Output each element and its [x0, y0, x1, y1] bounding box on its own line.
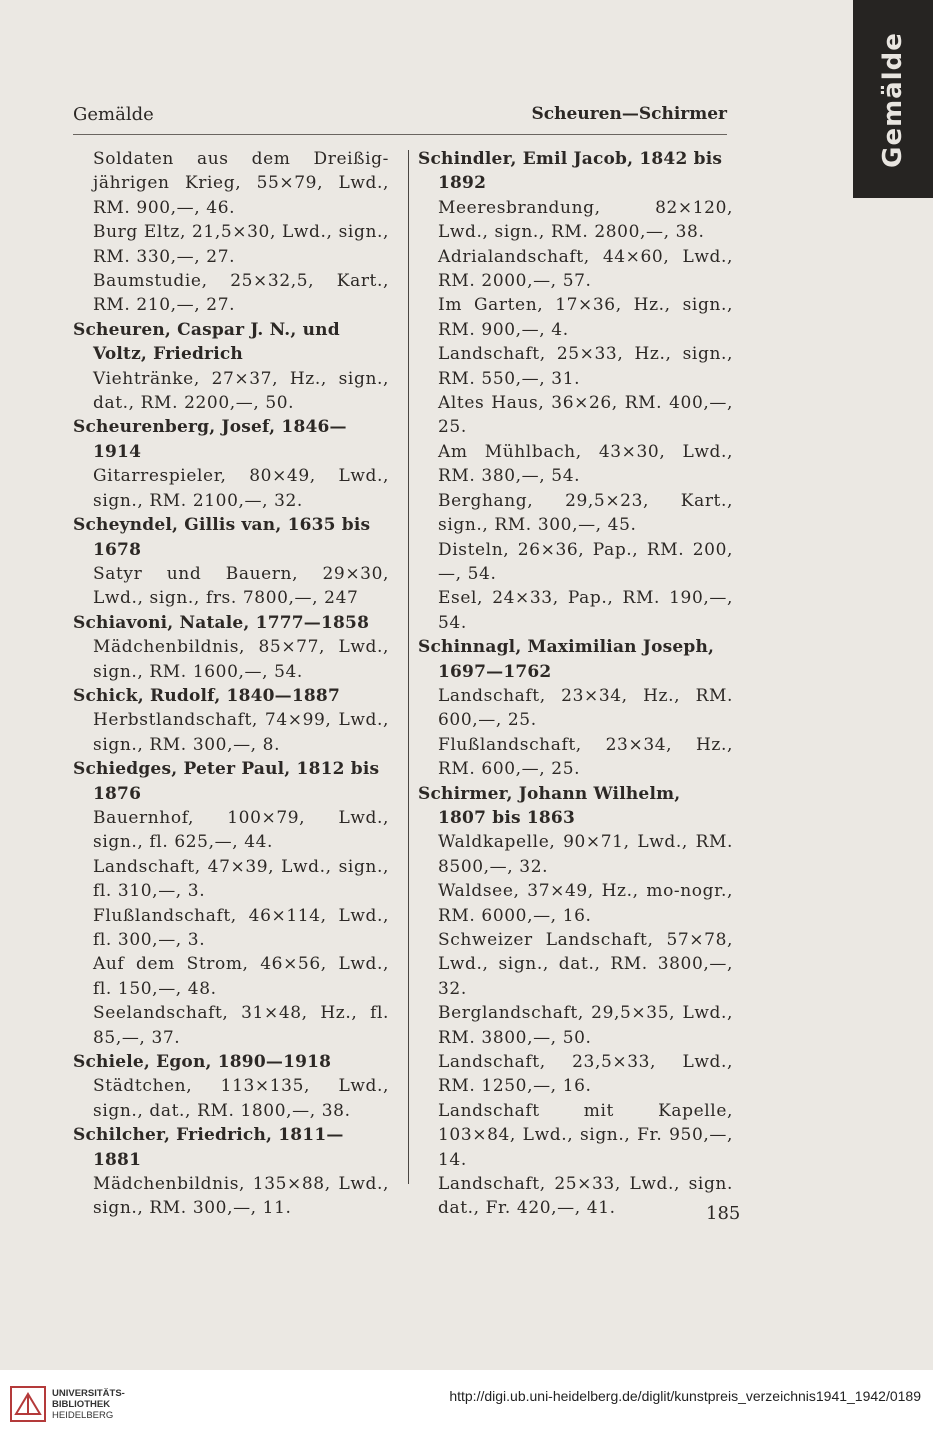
artwork-item: Viehtränke, 27×37, Hz., sign., dat., RM. 2200,—, 50. [93, 368, 389, 414]
artist-entry [73, 147, 389, 318]
artwork-item: Disteln, 26×36, Pap., RM. 200,—, 54. [438, 539, 733, 584]
library-name-line2: BIBLIOTHEK [52, 1399, 111, 1410]
artist-name: Schiele, Egon, 1890—1918 [73, 1052, 332, 1073]
column-divider [408, 150, 409, 1184]
artwork-item: Berglandschaft, 29,5×35, Lwd., RM. 3800,—, 50. [438, 1003, 733, 1048]
artwork-item: Landschaft, 25×33, Lwd., sign. dat., Fr. 420,—, 41. [438, 1174, 733, 1219]
artwork-item: Berghang, 29,5×23, Kart., sign., RM. 300,—, 45. [438, 490, 733, 536]
artist-name: Schinnagl, Maximilian Joseph, 1697—1762 [418, 637, 715, 682]
artwork-item: Flußlandschaft, 46×114, Lwd., fl. 300,—, 3. [93, 905, 389, 950]
artist-name: Scheuren, Caspar J. N., und Voltz, Friedrich [73, 319, 340, 365]
running-head-left: Gemälde [73, 104, 154, 125]
artist-name: Schiavoni, Natale, 1777—1858 [73, 612, 370, 633]
artwork-item: Waldkapelle, 90×71, Lwd., RM. 8500,—, 32. [438, 832, 733, 877]
library-logo-icon [10, 1386, 46, 1422]
artwork-item: Burg Eltz, 21,5×30, Lwd., sign., RM. 330,—, 27. [93, 222, 389, 267]
section-tab-label: Gemälde [878, 32, 908, 168]
artwork-item: Landschaft, 23,5×33, Lwd., RM. 1250,—, 16. [438, 1052, 733, 1097]
artwork-item: Adrialandschaft, 44×60, Lwd., RM. 2000,—, 57. [438, 246, 733, 292]
artwork-item: Satyr und Bauern, 29×30, Lwd., sign., frs. 7800,—, 247 [93, 563, 389, 609]
artwork-item: Meeresbrandung, 82×120, Lwd., sign., RM. 2800,—, 38. [438, 197, 733, 243]
artist-name: Schirmer, Johann Wilhelm, 1807 bis 1863 [418, 783, 681, 828]
artist-entry [73, 611, 389, 684]
artwork-item: Am Mühlbach, 43×30, Lwd., RM. 380,—, 54. [438, 441, 733, 487]
artwork-item: Esel, 24×33, Pap., RM. 190,—, 54. [438, 588, 733, 633]
artist-name: Schiedges, Peter Paul, 1812 bis 1876 [73, 759, 380, 804]
artist-name: Schilcher, Friedrich, 1811—1881 [73, 1125, 344, 1170]
header-rule [73, 134, 727, 135]
right-column [418, 147, 733, 1221]
artwork-item: Soldaten aus dem Dreißig-jährigen Krieg, 55×79, Lwd., RM. 900,—, 46. [93, 149, 389, 218]
artwork-item: Waldsee, 37×49, Hz., mo-nogr., RM. 6000,—, 16. [438, 881, 733, 926]
library-name-line3: HEIDELBERG [52, 1410, 114, 1421]
artist-name: Schick, Rudolf, 1840—1887 [73, 685, 340, 706]
running-head-right: Scheuren—Schirmer [531, 104, 727, 124]
artwork-item: Herbstlandschaft, 74×99, Lwd., sign., RM. 300,—, 8. [93, 710, 389, 755]
artwork-item: Auf dem Strom, 46×56, Lwd., fl. 150,—, 48. [93, 954, 389, 999]
artwork-item: Seelandschaft, 31×48, Hz., fl. 85,—, 37. [93, 1003, 389, 1048]
artwork-item: Baumstudie, 25×32,5, Kart., RM. 210,—, 27. [93, 271, 389, 316]
artist-entry [73, 1050, 389, 1123]
artist-entry [418, 635, 733, 781]
footer-bar [0, 1370, 933, 1445]
artwork-item: Landschaft, 23×34, Hz., RM. 600,—, 25. [438, 685, 733, 731]
artist-entry [73, 513, 389, 611]
artist-name: Scheurenberg, Josef, 1846—1914 [73, 417, 347, 462]
page-number: 185 [706, 1203, 741, 1224]
source-url[interactable]: http://digi.ub.uni-heidelberg.de/diglit/kunstpreis_verzeichnis1941_1942/0189 [449, 1388, 921, 1404]
left-column [73, 147, 389, 1221]
artist-entry [73, 415, 389, 513]
artwork-item: Im Garten, 17×36, Hz., sign., RM. 900,—, 4. [438, 295, 733, 340]
artist-entry [73, 318, 389, 416]
artist-entry [73, 757, 389, 1050]
artwork-item: Städtchen, 113×135, Lwd., sign., dat., RM. 1800,—, 38. [93, 1076, 389, 1121]
artist-name: Scheyndel, Gillis van, 1635 bis 1678 [73, 515, 371, 560]
artist-entry [418, 147, 733, 635]
library-name [52, 1388, 125, 1421]
artwork-item: Mädchenbildnis, 135×88, Lwd., sign., RM. 300,—, 11. [93, 1174, 389, 1219]
artwork-item: Landschaft, 47×39, Lwd., sign., fl. 310,—, 3. [93, 856, 389, 902]
artwork-item: Schweizer Landschaft, 57×78, Lwd., sign., dat., RM. 3800,—, 32. [438, 930, 733, 999]
artist-entry [73, 684, 389, 757]
artist-name: Schindler, Emil Jacob, 1842 bis 1892 [418, 149, 723, 194]
artwork-item: Mädchenbildnis, 85×77, Lwd., sign., RM. 1600,—, 54. [93, 637, 389, 682]
section-tab [853, 0, 933, 198]
artwork-item: Flußlandschaft, 23×34, Hz., RM. 600,—, 25. [438, 734, 733, 780]
artwork-item: Landschaft, 25×33, Hz., sign., RM. 550,—, 31. [438, 344, 733, 389]
artwork-item: Bauernhof, 100×79, Lwd., sign., fl. 625,—, 44. [93, 807, 389, 853]
artwork-item: Altes Haus, 36×26, RM. 400,—, 25. [438, 393, 733, 438]
artwork-item: Landschaft mit Kapelle, 103×84, Lwd., sign., Fr. 950,—, 14. [438, 1100, 733, 1170]
library-name-line1: UNIVERSITÄTS- [52, 1388, 125, 1399]
artist-entry [73, 1123, 389, 1221]
artwork-item: Gitarrespieler, 80×49, Lwd., sign., RM. 2100,—, 32. [93, 466, 389, 511]
artist-entry [418, 782, 733, 1221]
